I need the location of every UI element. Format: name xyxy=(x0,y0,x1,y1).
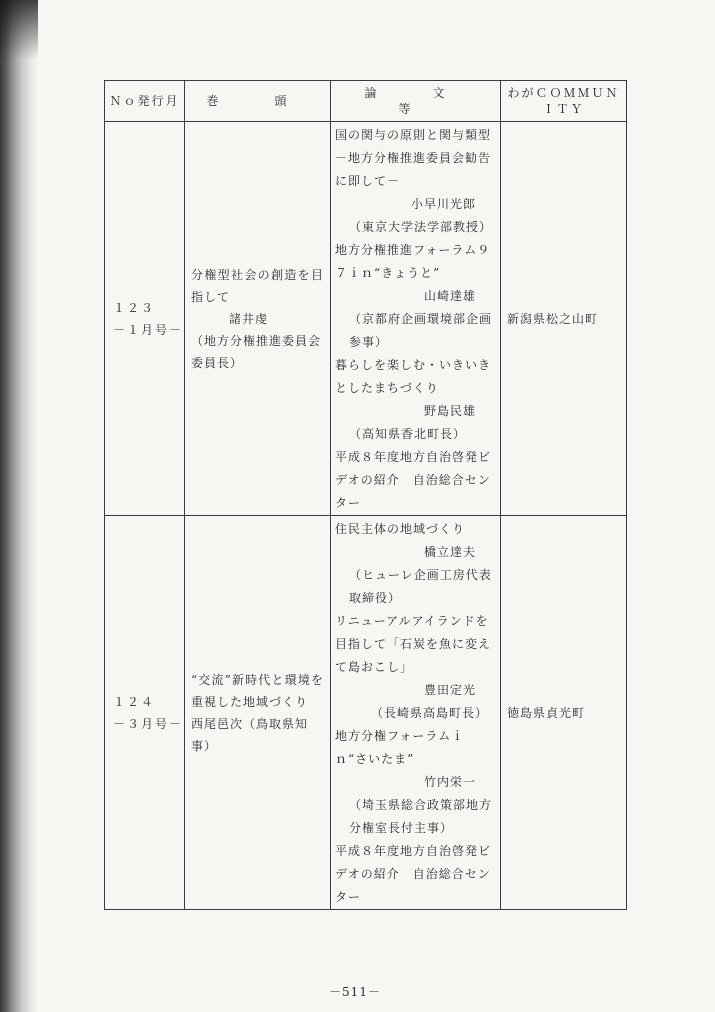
issue-number-cell xyxy=(105,516,185,910)
article-title: 地方分権フォーラムｉｎ“さいたま” xyxy=(335,729,465,766)
article-title: 住民主体の地域づくり xyxy=(335,522,466,536)
foreword-author: 西尾邑次 xyxy=(191,716,244,731)
article-title: 平成８年度地方自治啓発ビデオの紹介 自治総合センター xyxy=(335,844,492,904)
publication-index-table xyxy=(104,80,627,910)
article-author: 小早川光郎 xyxy=(410,197,476,211)
table-header-row xyxy=(105,81,627,122)
article-title: 地方分権推進フォーラム９７ｉｎ“きょうと” xyxy=(335,243,491,280)
book-binding-shadow xyxy=(0,0,38,1012)
header-ronbun-label: 論 文 等 xyxy=(364,86,501,116)
page-number: －511－ xyxy=(329,985,381,999)
article-affiliation: （長崎県高島町長） xyxy=(370,706,488,720)
header-volume-label: 巻 頭 xyxy=(206,94,309,108)
header-no: Ｎｏ発行月 xyxy=(105,81,185,122)
issue-number: １２３ xyxy=(113,300,156,315)
article-title: 暮らしを楽しむ・いきいきとしたまちづくり xyxy=(335,358,492,395)
article-author: 竹内栄一 xyxy=(423,775,476,789)
articles-cell xyxy=(331,516,501,910)
article-author: 橋立達夫 xyxy=(423,545,476,559)
issue-month: －１月号－ xyxy=(113,322,184,337)
foreword-author: 諸井虔 xyxy=(229,311,269,326)
foreword-cell xyxy=(185,122,331,516)
foreword-affiliation: （鳥取県知事） xyxy=(191,716,309,753)
article-affiliation: （高知県香北町長） xyxy=(349,427,467,441)
article-author: 野島民雄 xyxy=(423,404,476,418)
article-title: 国の関与の原則と関与類型－地方分権推進委員会勧告に即して－ xyxy=(335,128,492,188)
binding-corner-shadow xyxy=(0,0,38,60)
header-ronbun xyxy=(331,81,501,122)
community-cell xyxy=(501,516,627,910)
issue-month: －３月号－ xyxy=(113,716,184,731)
article-affiliation: （埼玉県総合政策部地方分権室長付主事） xyxy=(349,798,493,835)
articles-cell xyxy=(331,122,501,516)
article-author: 山崎達雄 xyxy=(423,289,476,303)
issue-number: １２４ xyxy=(113,694,156,709)
article-affiliation: （ヒューレ企画工房代表取締役） xyxy=(349,568,492,605)
article-author: 豊田定光 xyxy=(423,683,476,697)
header-volume xyxy=(185,81,331,122)
community-cell xyxy=(501,122,627,516)
article-title: 平成８年度地方自治啓発ビデオの紹介 自治総合センター xyxy=(335,450,492,510)
foreword-cell xyxy=(185,516,331,910)
table-row xyxy=(105,516,627,910)
article-affiliation: （京都府企画環境部企画参事） xyxy=(349,312,493,349)
header-community: わがＣＯＭＭＵＮＩＴＹ xyxy=(501,81,627,122)
foreword-author-line xyxy=(191,713,324,757)
article-affiliation: （東京大学法学部教授） xyxy=(349,220,493,234)
foreword-title: “交流”新時代と環境を重視した地域づくり xyxy=(191,672,324,709)
table-row xyxy=(105,122,627,516)
community-name: 新潟県松之山町 xyxy=(507,312,599,326)
issue-number-cell xyxy=(105,122,185,516)
foreword-affiliation: （地方分権推進委員会委員長） xyxy=(191,333,322,370)
article-title: リニューアルアイランドを目指して「石炭を魚に変えて島おこし」 xyxy=(335,614,492,674)
community-name: 徳島県貞光町 xyxy=(507,706,586,720)
foreword-title: 分権型社会の創造を目指して xyxy=(191,267,324,304)
